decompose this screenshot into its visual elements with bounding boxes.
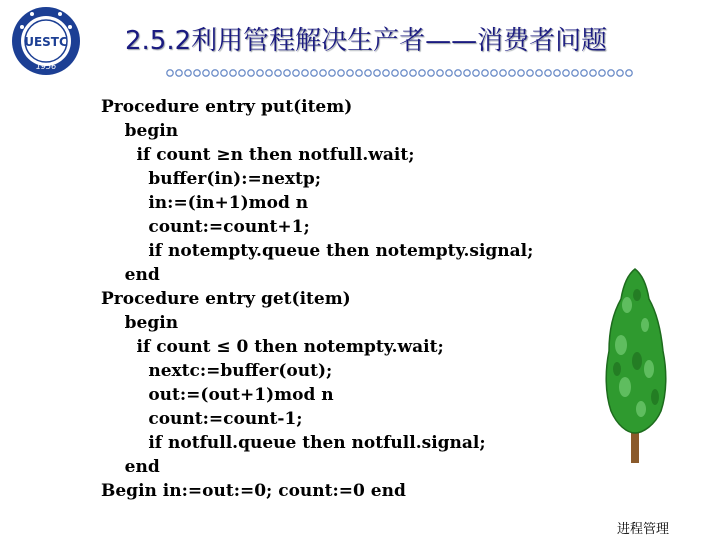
code-line: count:=count+1; (101, 217, 310, 237)
divider-dot (329, 70, 335, 76)
divider-dot (167, 70, 173, 76)
slide-title: 2.5.2利用管程解决生产者——消费者问题 (125, 26, 608, 56)
university-logo-icon (10, 5, 82, 77)
code-line: Begin in:=out:=0; count:=0 end (101, 481, 406, 501)
divider-dot (446, 70, 452, 76)
divider-dot (599, 70, 605, 76)
divider-dot (275, 70, 281, 76)
divider-dot (563, 70, 569, 76)
divider-dot (572, 70, 578, 76)
code-block (101, 95, 533, 503)
divider-dot (581, 70, 587, 76)
code-line: begin (101, 313, 179, 333)
divider-dot (239, 70, 245, 76)
divider-dot (590, 70, 596, 76)
divider-dot (626, 70, 632, 76)
code-line: if count ≥n then notfull.wait; (101, 145, 415, 165)
divider-dot (545, 70, 551, 76)
divider-dot (473, 70, 479, 76)
divider-dot (311, 70, 317, 76)
divider-dot (212, 70, 218, 76)
divider-dot (266, 70, 272, 76)
divider-dot (392, 70, 398, 76)
code-line: count:=count-1; (101, 409, 303, 429)
divider-dot (455, 70, 461, 76)
code-line: if notfull.queue then notfull.signal; (101, 433, 486, 453)
divider-dot (185, 70, 191, 76)
code-line: in:=(in+1)mod n (101, 193, 309, 213)
logo-year: 1956 (35, 62, 57, 71)
code-line: if notempty.queue then notempty.signal; (101, 241, 534, 261)
code-line: Procedure entry put(item) (101, 97, 353, 117)
divider-dot (518, 70, 524, 76)
divider-dot (554, 70, 560, 76)
divider-dot (221, 70, 227, 76)
divider-dot (437, 70, 443, 76)
divider-dot (527, 70, 533, 76)
code-line: out:=(out+1)mod n (101, 385, 334, 405)
divider-dot (617, 70, 623, 76)
code-line: buffer(in):=nextp; (101, 169, 322, 189)
divider-dot (302, 70, 308, 76)
divider-dot (500, 70, 506, 76)
divider-dot (509, 70, 515, 76)
code-line: nextc:=buffer(out); (101, 361, 333, 381)
tree-clipart-icon (597, 265, 673, 465)
divider-dot (536, 70, 542, 76)
divider-dot (194, 70, 200, 76)
divider-dot (338, 70, 344, 76)
divider-dot (608, 70, 614, 76)
code-line: begin (101, 121, 179, 141)
divider-dot (464, 70, 470, 76)
divider-dot (482, 70, 488, 76)
dotted-divider (165, 68, 635, 78)
divider-dot (410, 70, 416, 76)
divider-dot (257, 70, 263, 76)
divider-dot (401, 70, 407, 76)
divider-dot (356, 70, 362, 76)
divider-dot (230, 70, 236, 76)
divider-dot (203, 70, 209, 76)
divider-dot (293, 70, 299, 76)
code-line: end (101, 265, 160, 285)
divider-dot (320, 70, 326, 76)
divider-dot (347, 70, 353, 76)
logo-letters: UESTC (24, 35, 68, 49)
divider-dot (176, 70, 182, 76)
code-line: end (101, 457, 160, 477)
divider-dot (419, 70, 425, 76)
divider-dot (491, 70, 497, 76)
divider-dot (374, 70, 380, 76)
divider-dot (428, 70, 434, 76)
divider-dot (365, 70, 371, 76)
footer-label: 进程管理 (617, 522, 670, 537)
divider-dot (248, 70, 254, 76)
code-line: if count ≤ 0 then notempty.wait; (101, 337, 444, 357)
divider-dot (284, 70, 290, 76)
code-line: Procedure entry get(item) (101, 289, 351, 309)
divider-dot (383, 70, 389, 76)
